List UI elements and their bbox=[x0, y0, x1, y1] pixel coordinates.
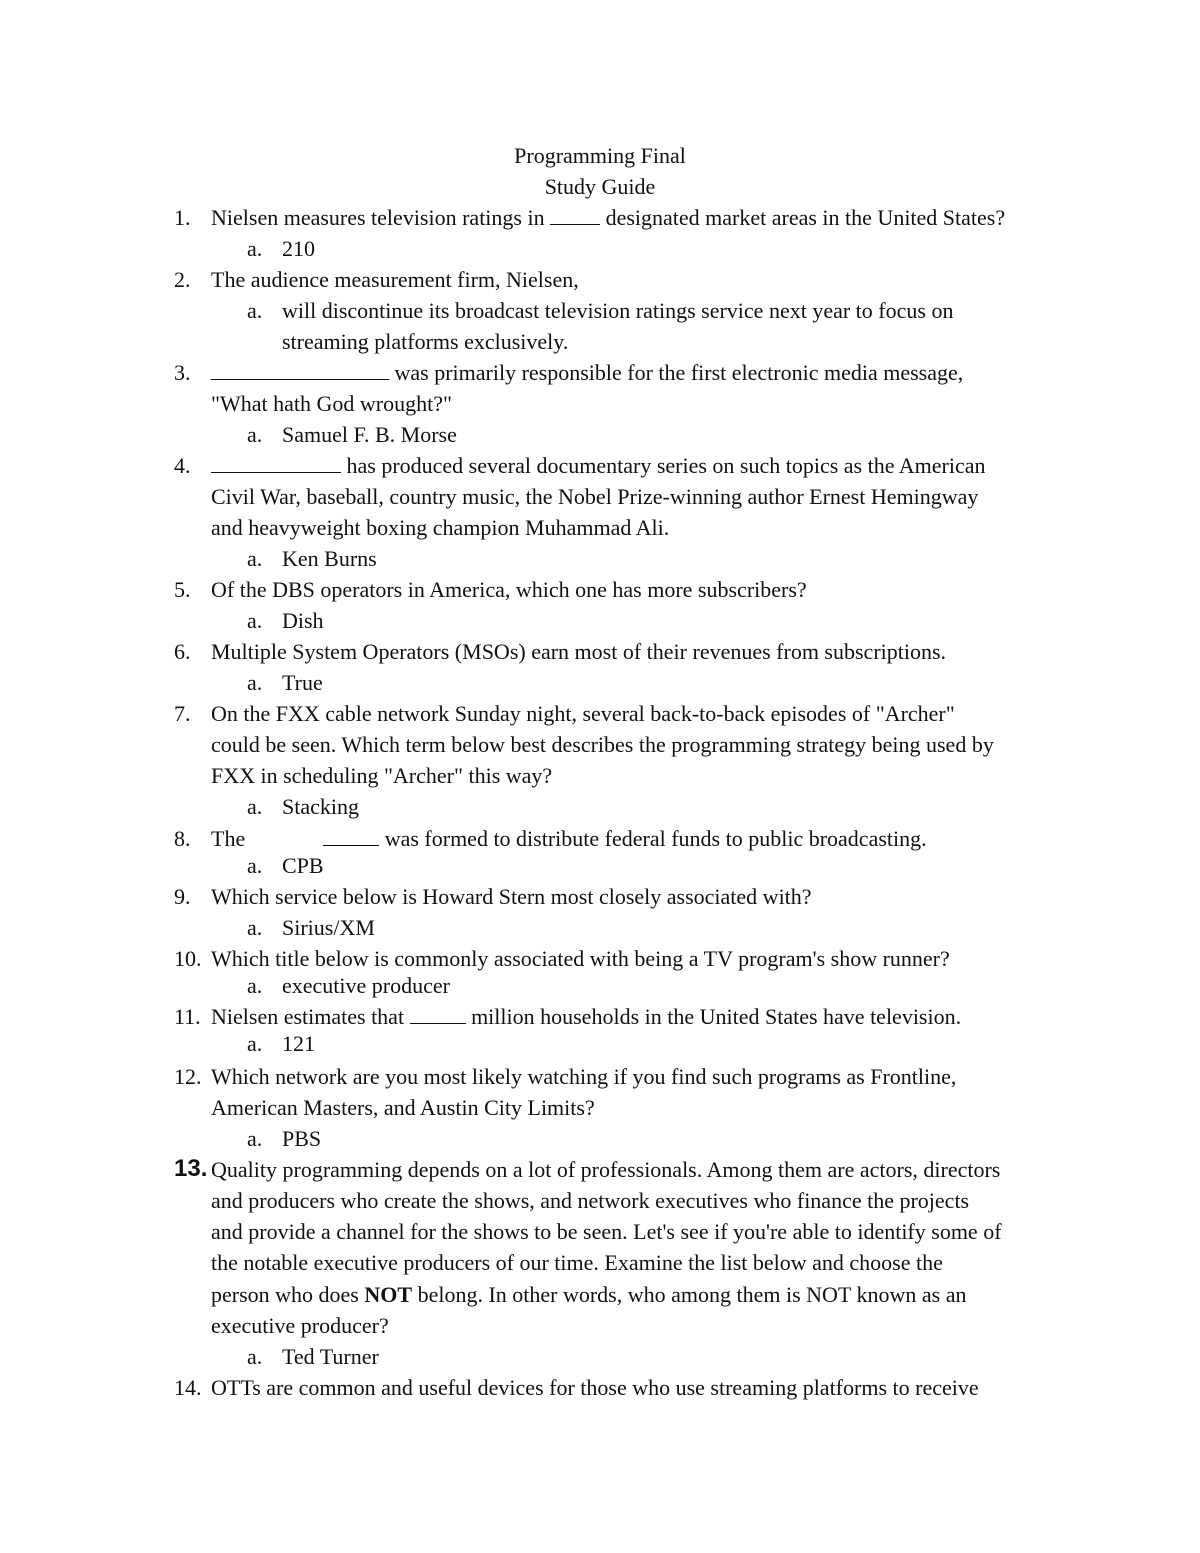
question-text: Nielsen estimates that million households in the United States have television. bbox=[211, 1004, 962, 1029]
question-text: Multiple System Operators (MSOs) earn most of their revenues from subscriptions. bbox=[211, 639, 947, 664]
question-text: Nielsen measures television ratings in designated market areas in the United States? bbox=[211, 205, 1006, 230]
answer-text: True bbox=[282, 670, 323, 695]
page-subtitle: Study Guide bbox=[544, 174, 656, 199]
answer-blank bbox=[410, 1003, 466, 1024]
question-text: "What hath God wrought?" bbox=[211, 391, 452, 416]
answer-text: Sirius/XM bbox=[282, 915, 375, 940]
page-title: Programming Final bbox=[514, 143, 686, 168]
answer-text: Dish bbox=[282, 608, 324, 633]
emphasis-not: NOT bbox=[364, 1282, 413, 1307]
answer-letter: a. bbox=[247, 236, 263, 261]
question-text: Quality programming depends on a lot of professionals. Among them are actors, directors bbox=[211, 1157, 1001, 1182]
question-text: has produced several documentary series on such topics as the American bbox=[211, 451, 986, 481]
question-number: 8. bbox=[174, 826, 191, 851]
answer-letter: a. bbox=[247, 1344, 263, 1369]
question-number: 6. bbox=[174, 639, 191, 664]
answer-letter: a. bbox=[247, 298, 263, 323]
question-number: 5. bbox=[174, 577, 191, 602]
answer-text: Stacking bbox=[282, 794, 359, 819]
answer-letter: a. bbox=[247, 973, 263, 998]
question-number: 12. bbox=[174, 1064, 202, 1089]
question-text: and provide a channel for the shows to be seen. Let's see if you're able to identify some of bbox=[211, 1219, 1002, 1244]
answer-text: Ken Burns bbox=[282, 546, 377, 571]
answer-letter: a. bbox=[247, 853, 263, 878]
question-text: the notable executive producers of our time. Examine the list below and choose the bbox=[211, 1250, 943, 1275]
question-number: 4. bbox=[174, 453, 191, 478]
question-text: executive producer? bbox=[211, 1313, 389, 1338]
answer-blank bbox=[323, 825, 379, 846]
question-text: could be seen. Which term below best describes the programming strategy being used by bbox=[211, 732, 994, 757]
answer-text: executive producer bbox=[282, 973, 450, 998]
question-text: person who does NOT belong. In other words, who among them is NOT known as an bbox=[211, 1282, 967, 1307]
answer-letter: a. bbox=[247, 794, 263, 819]
question-text: OTTs are common and useful devices for those who use streaming platforms to receive bbox=[211, 1375, 979, 1400]
question-text: Which title below is commonly associated with being a TV program's show runner? bbox=[211, 946, 950, 971]
answer-text: PBS bbox=[282, 1126, 322, 1151]
question-number: 10. bbox=[174, 946, 202, 971]
question-text: Which service below is Howard Stern most closely associated with? bbox=[211, 884, 812, 909]
answer-letter: a. bbox=[247, 422, 263, 447]
question-text: Which network are you most likely watching if you find such programs as Frontline, bbox=[211, 1064, 957, 1089]
answer-text: will discontinue its broadcast television ratings service next year to focus on bbox=[282, 298, 954, 323]
question-text: The was formed to distribute federal funds to public broadcasting. bbox=[211, 826, 927, 851]
answer-text: Ted Turner bbox=[282, 1344, 379, 1369]
answer-text: 121 bbox=[282, 1031, 315, 1056]
question-number: 2. bbox=[174, 267, 191, 292]
answer-letter: a. bbox=[247, 546, 263, 571]
question-number: 11. bbox=[174, 1004, 201, 1029]
answer-text: streaming platforms exclusively. bbox=[282, 329, 569, 354]
question-number: 1. bbox=[174, 205, 191, 230]
answer-blank bbox=[211, 359, 389, 380]
answer-text: 210 bbox=[282, 236, 315, 261]
question-text: and producers who create the shows, and network executives who finance the projects bbox=[211, 1188, 970, 1213]
answer-letter: a. bbox=[247, 1031, 263, 1056]
question-text: Of the DBS operators in America, which one has more subscribers? bbox=[211, 577, 807, 602]
question-text: was primarily responsible for the first electronic media message, bbox=[211, 358, 963, 388]
answer-text: CPB bbox=[282, 853, 324, 878]
question-text: American Masters, and Austin City Limits? bbox=[211, 1095, 595, 1120]
question-text: The audience measurement firm, Nielsen, bbox=[211, 267, 579, 292]
question-number: 14. bbox=[174, 1375, 202, 1400]
question-text: Civil War, baseball, country music, the Nobel Prize-winning author Ernest Hemingway bbox=[211, 484, 979, 509]
question-text: On the FXX cable network Sunday night, several back-to-back episodes of "Archer" bbox=[211, 701, 955, 726]
question-number: 9. bbox=[174, 884, 191, 909]
answer-letter: a. bbox=[247, 1126, 263, 1151]
answer-blank bbox=[550, 204, 600, 225]
answer-text: Samuel F. B. Morse bbox=[282, 422, 457, 447]
question-number: 3. bbox=[174, 360, 191, 385]
question-number: 13. bbox=[174, 1155, 208, 1182]
question-text: and heavyweight boxing champion Muhammad Ali. bbox=[211, 515, 670, 540]
answer-letter: a. bbox=[247, 670, 263, 695]
question-text: FXX in scheduling "Archer" this way? bbox=[211, 763, 553, 788]
answer-blank bbox=[211, 452, 341, 473]
question-number: 7. bbox=[174, 701, 191, 726]
answer-letter: a. bbox=[247, 915, 263, 940]
answer-letter: a. bbox=[247, 608, 263, 633]
